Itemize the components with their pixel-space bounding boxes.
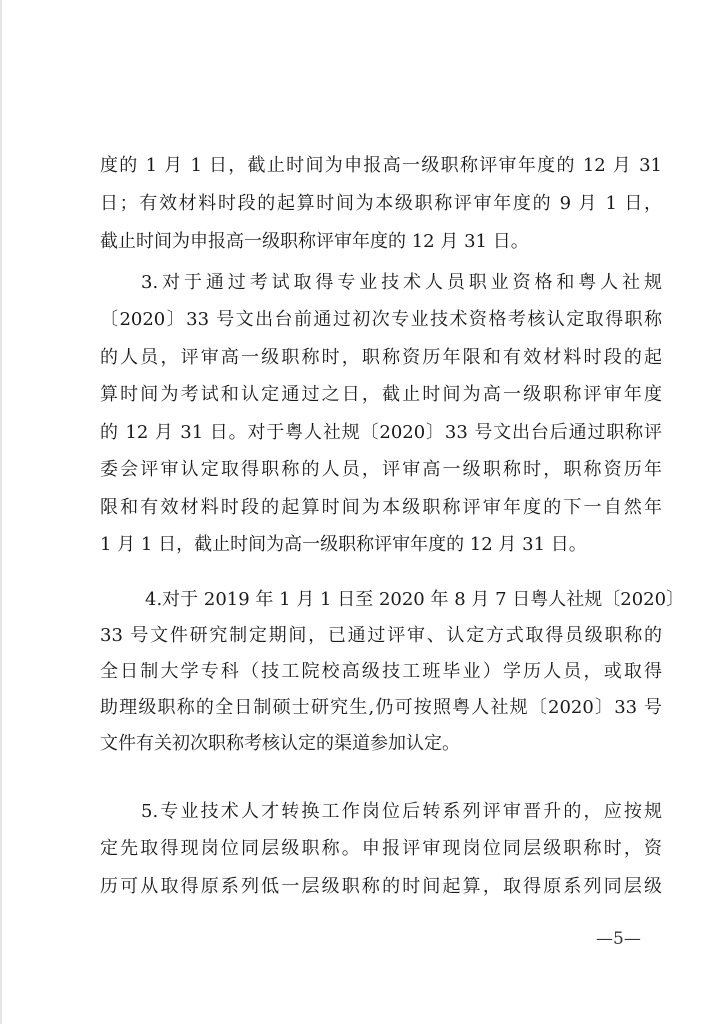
text-line: 全日制大学专科（技工院校高级技工班毕业）学历人员，或取得: [100, 661, 662, 682]
text-line: 限和有效材料时段的起算时间为本级职称评审年度的下一自然年: [100, 497, 662, 518]
text-line: 的人员，评审高一级职称时，职称资历年限和有效材料时段的起: [100, 347, 662, 368]
page-number: —5—: [596, 929, 641, 949]
text-line: 4.对于 2019 年 1 月 1 日至 2020 年 8 月 7 日粤人社规〔2020〕: [145, 589, 685, 610]
text-line: 的 12 月 31 日。对于粤人社规〔2020〕33 号文出台后通过职称评: [100, 422, 662, 443]
text-line: 定先取得现岗位同层级职称。申报评审现岗位同层级职称时，资: [100, 838, 662, 859]
text-line: 历可从取得原系列低一层级职称的时间起算，取得原系列同层级: [100, 876, 662, 897]
text-line: 截止时间为申报高一级职称评审年度的 12 月 31 日。: [100, 231, 529, 252]
text-line: 度的 1 月 1 日，截止时间为申报高一级职称评审年度的 12 月 31: [100, 155, 662, 176]
text-line: 委会评审认定取得职称的人员，评审高一级职称时，职称资历年: [100, 459, 662, 480]
text-line: 算时间为考试和认定通过之日，截止时间为高一级职称评审年度: [100, 384, 662, 405]
text-line: 助理级职称的全日制硕士研究生,仍可按照粤人社规〔2020〕33 号: [100, 697, 662, 718]
text-line: 文件有关初次职称考核认定的渠道参加认定。: [100, 733, 460, 754]
text-line: 〔2020〕33 号文出台前通过初次专业技术资格考核认定取得职称: [100, 309, 662, 330]
text-line: 3.对于通过考试取得专业技术人员职业资格和粤人社规: [141, 272, 662, 293]
text-line: 33 号文件研究制定期间，已通过评审、认定方式取得员级职称的: [100, 625, 662, 646]
text-line: 日；有效材料时段的起算时间为本级职称评审年度的 9 月 1 日，: [100, 193, 662, 214]
text-line: 5.专业技术人才转换工作岗位后转系列评审晋升的，应按规: [141, 801, 662, 822]
scan-margin-mark: [0, 0, 2, 1024]
text-line: 1 月 1 日，截止时间为高一级职称评审年度的 12 月 31 日。: [100, 534, 587, 555]
